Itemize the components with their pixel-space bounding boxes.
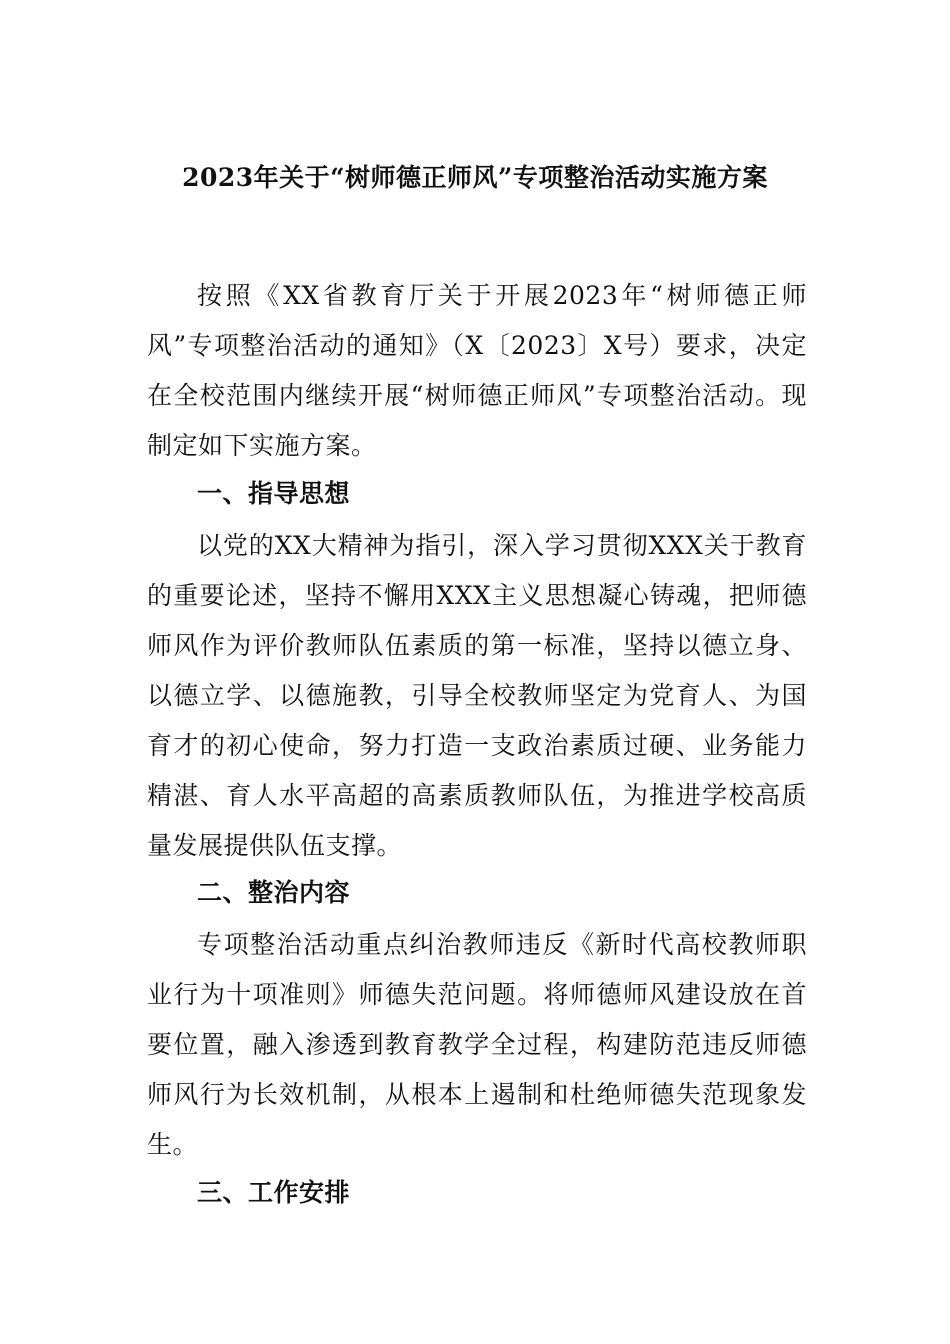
section-heading-work-arrangement: 三、工作安排 <box>197 1178 351 1207</box>
intro-paragraph: 按照《XX省教育厅关于开展2023年“树师德正师风”专项整治活动的通知》（X〔2023〕X号）要求，决定在全校范围内继续开展“树师德正师风”专项整治活动。现制定如下实施方案。 <box>147 281 807 460</box>
section-heading-rectification-content: 二、整治内容 <box>197 878 351 907</box>
guiding-ideology-paragraph: 以党的XX大精神为指引，深入学习贯彻XXX关于教育的重要论述，坚持不懈用XXX主义思想凝心铸魂，把师德师风作为评价教师队伍素质的第一标准，坚持以德立身、以德立学、以德施教，引导全校教师坚定为党育人、为国育才的初心使命，努力打造一支政治素质过硬、业务能力精湛、育人水平高超的高素质教师队伍，为推进学校高质量发展提供队伍支撑。 <box>147 531 807 860</box>
document-title: 2023年关于“树师德正师风”专项整治活动实施方案 <box>182 163 768 192</box>
rectification-content-paragraph: 专项整治活动重点纠治教师违反《新时代高校教师职业行为十项准则》师德失范问题。将师德师风建设放在首要位置，融入渗透到教育教学全过程，构建防范违反师德师风行为长效机制，从根本上遏制和杜绝师德失范现象发生。 <box>147 930 807 1159</box>
section-heading-guiding-ideology: 一、指导思想 <box>197 479 351 508</box>
